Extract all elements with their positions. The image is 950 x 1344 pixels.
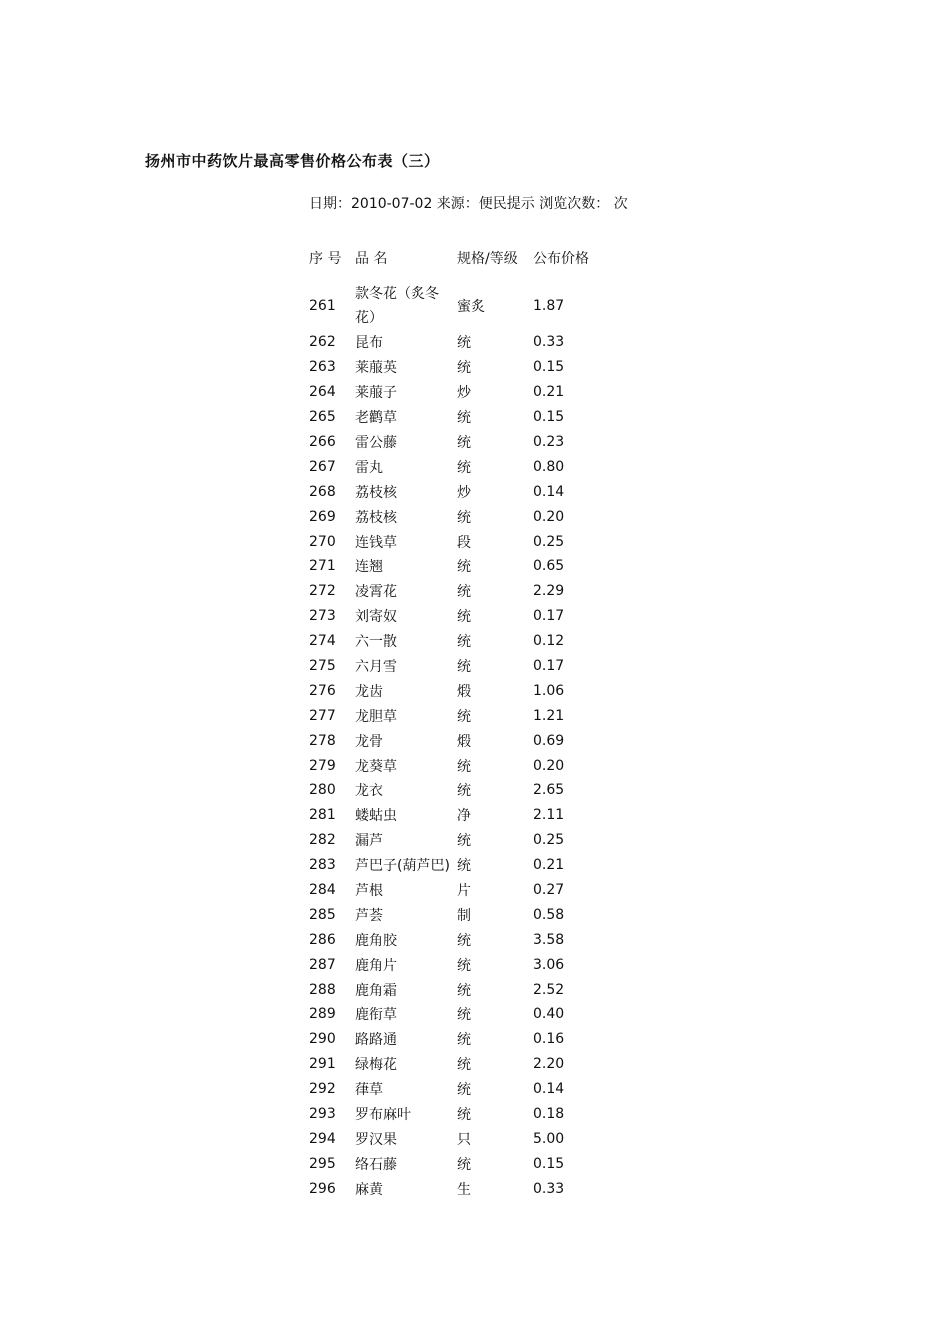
specification-cell: 煅 bbox=[457, 683, 471, 700]
serial-number-cell: 269 bbox=[309, 508, 336, 525]
price-cell: 1.06 bbox=[533, 682, 565, 699]
product-name-cell: 芦巴子(葫芦巴) bbox=[355, 858, 450, 875]
serial-number-cell: 287 bbox=[309, 956, 336, 973]
serial-number-cell: 274 bbox=[309, 633, 336, 650]
price-cell: 0.80 bbox=[533, 458, 565, 475]
specification-cell: 统 bbox=[457, 584, 471, 601]
specification-cell: 统 bbox=[457, 1032, 471, 1049]
product-name-cell: 鹿角霜 bbox=[355, 982, 397, 999]
product-name-cell: 昆布 bbox=[355, 335, 383, 352]
price-cell: 2.29 bbox=[533, 583, 565, 600]
table-row bbox=[306, 654, 616, 679]
serial-number-cell: 295 bbox=[309, 1155, 336, 1172]
product-name-cell: 鹿衔草 bbox=[355, 1007, 397, 1024]
table-row bbox=[306, 430, 616, 455]
product-name-cell: 六一散 bbox=[355, 634, 397, 651]
serial-number-cell: 283 bbox=[309, 857, 336, 874]
serial-number-cell: 263 bbox=[309, 359, 336, 376]
serial-number-cell: 270 bbox=[309, 533, 336, 550]
specification-cell: 统 bbox=[457, 459, 471, 476]
price-cell: 2.20 bbox=[533, 1056, 565, 1073]
serial-number-cell: 282 bbox=[309, 832, 336, 849]
specification-cell: 制 bbox=[457, 907, 471, 924]
price-cell: 0.33 bbox=[533, 334, 565, 351]
price-cell: 0.16 bbox=[533, 1031, 565, 1048]
specification-cell: 统 bbox=[457, 509, 471, 526]
product-name-cell: 罗汉果 bbox=[355, 1131, 397, 1148]
serial-number-cell: 278 bbox=[309, 732, 336, 749]
price-cell: 0.17 bbox=[533, 658, 565, 675]
table-row bbox=[306, 1052, 616, 1077]
price-cell: 2.11 bbox=[533, 807, 565, 824]
product-name-cell: 罗布麻叶 bbox=[355, 1107, 411, 1124]
price-cell: 0.40 bbox=[533, 1006, 565, 1023]
table-row bbox=[306, 1102, 616, 1127]
price-cell: 0.21 bbox=[533, 384, 565, 401]
price-cell: 0.14 bbox=[533, 1081, 565, 1098]
table-row bbox=[306, 927, 616, 952]
table-row bbox=[306, 1176, 616, 1201]
product-name-cell: 漏芦 bbox=[355, 833, 383, 850]
table-row bbox=[306, 878, 616, 903]
specification-cell: 生 bbox=[457, 1181, 471, 1198]
specification-cell: 统 bbox=[457, 932, 471, 949]
specification-cell: 只 bbox=[457, 1131, 471, 1148]
serial-number-cell: 266 bbox=[309, 434, 336, 450]
specification-cell: 统 bbox=[457, 982, 471, 999]
product-name-cell: 绿梅花 bbox=[355, 1057, 397, 1074]
price-cell: 1.21 bbox=[533, 707, 565, 724]
product-name-cell: 鹿角胶 bbox=[355, 932, 397, 949]
table-row bbox=[306, 504, 616, 529]
product-name-cell: 龙葵草 bbox=[355, 758, 397, 775]
table-row bbox=[306, 803, 616, 828]
price-cell: 3.58 bbox=[533, 931, 565, 948]
serial-number-cell: 290 bbox=[309, 1031, 336, 1048]
specification-cell: 统 bbox=[457, 335, 471, 352]
specification-cell: 段 bbox=[457, 534, 471, 551]
product-name-cell: 莱菔英 bbox=[355, 360, 397, 377]
price-cell: 0.58 bbox=[533, 906, 565, 923]
header-serial-number: 序 号 bbox=[309, 251, 342, 267]
specification-cell: 统 bbox=[457, 758, 471, 775]
serial-number-cell: 265 bbox=[309, 409, 336, 426]
header-product-name: 品 名 bbox=[355, 251, 388, 267]
table-row bbox=[306, 604, 616, 629]
serial-number-cell: 280 bbox=[309, 782, 336, 799]
specification-cell: 炒 bbox=[457, 385, 471, 402]
table-row bbox=[306, 454, 616, 479]
specification-cell: 统 bbox=[457, 1007, 471, 1024]
table-row bbox=[306, 405, 616, 430]
serial-number-cell: 275 bbox=[309, 658, 336, 675]
serial-number-cell: 277 bbox=[309, 707, 336, 724]
serial-number-cell: 288 bbox=[309, 981, 336, 998]
product-name-cell: 龙骨 bbox=[355, 733, 383, 750]
price-cell: 0.69 bbox=[533, 732, 565, 749]
table-row bbox=[306, 977, 616, 1002]
table-row bbox=[306, 629, 616, 654]
serial-number-cell: 286 bbox=[309, 931, 336, 948]
serial-number-cell: 289 bbox=[309, 1006, 336, 1023]
table-row bbox=[306, 479, 616, 504]
table-row bbox=[306, 282, 616, 330]
specification-cell: 统 bbox=[457, 1107, 471, 1124]
price-cell: 0.14 bbox=[533, 483, 565, 500]
table-row bbox=[306, 952, 616, 977]
table-row bbox=[306, 828, 616, 853]
table-row bbox=[306, 753, 616, 778]
product-name-cell: 龙齿 bbox=[355, 683, 383, 700]
table-row bbox=[306, 703, 616, 728]
serial-number-cell: 261 bbox=[309, 298, 336, 314]
specification-cell: 片 bbox=[457, 883, 471, 900]
specification-cell: 统 bbox=[457, 783, 471, 800]
product-name-cell: 芦根 bbox=[355, 883, 383, 900]
price-cell: 0.15 bbox=[533, 409, 565, 426]
article-meta: 日期：2010-07-02 来源：便民提示 浏览次数： 次 bbox=[309, 196, 628, 212]
specification-cell: 统 bbox=[457, 957, 471, 974]
product-name-cell: 荔枝核 bbox=[355, 484, 397, 501]
product-name-cell: 葎草 bbox=[355, 1082, 383, 1099]
serial-number-cell: 271 bbox=[309, 558, 336, 575]
price-cell: 1.87 bbox=[533, 298, 565, 314]
specification-cell: 统 bbox=[457, 410, 471, 427]
specification-cell: 蜜炙 bbox=[457, 299, 485, 315]
product-name-cell: 雷丸 bbox=[355, 459, 383, 476]
product-name-cell: 龙衣 bbox=[355, 783, 383, 800]
price-cell: 0.18 bbox=[533, 1106, 565, 1123]
specification-cell: 统 bbox=[457, 1082, 471, 1099]
product-name-cell: 雷公藤 bbox=[355, 435, 397, 451]
table-row bbox=[306, 1077, 616, 1102]
specification-cell: 统 bbox=[457, 833, 471, 850]
price-cell: 0.20 bbox=[533, 757, 565, 774]
product-name-cell: 络石藤 bbox=[355, 1156, 397, 1173]
price-cell: 0.17 bbox=[533, 608, 565, 625]
price-cell: 0.15 bbox=[533, 1155, 565, 1172]
specification-cell: 统 bbox=[457, 1156, 471, 1173]
price-cell: 2.52 bbox=[533, 981, 565, 998]
table-row bbox=[306, 902, 616, 927]
price-cell: 0.27 bbox=[533, 882, 565, 899]
table-row bbox=[306, 330, 616, 355]
table-row bbox=[306, 1151, 616, 1176]
specification-cell: 统 bbox=[457, 559, 471, 576]
price-cell: 2.65 bbox=[533, 782, 565, 799]
table-header-row bbox=[306, 244, 616, 282]
price-cell: 0.12 bbox=[533, 633, 565, 650]
product-name-cell: 莱菔子 bbox=[355, 385, 397, 402]
product-name-cell: 麻黄 bbox=[355, 1181, 383, 1198]
product-name-cell: 龙胆草 bbox=[355, 708, 397, 725]
price-cell: 0.21 bbox=[533, 857, 565, 874]
price-cell: 5.00 bbox=[533, 1130, 565, 1147]
specification-cell: 统 bbox=[457, 659, 471, 676]
table-row bbox=[306, 579, 616, 604]
table-row bbox=[306, 529, 616, 554]
product-name-cell: 六月雪 bbox=[355, 659, 397, 676]
table-row bbox=[306, 853, 616, 878]
specification-cell: 统 bbox=[457, 609, 471, 626]
product-name-cell: 凌霄花 bbox=[355, 584, 397, 601]
table-row bbox=[306, 380, 616, 405]
table-row bbox=[306, 728, 616, 753]
price-cell: 3.06 bbox=[533, 956, 565, 973]
product-name-cell: 芦荟 bbox=[355, 907, 383, 924]
serial-number-cell: 293 bbox=[309, 1106, 336, 1123]
table-row bbox=[306, 678, 616, 703]
product-name-cell: 老鹳草 bbox=[355, 410, 397, 427]
table-body bbox=[306, 282, 616, 1201]
header-specification: 规格/等级 bbox=[457, 251, 518, 267]
specification-cell: 统 bbox=[457, 708, 471, 725]
serial-number-cell: 292 bbox=[309, 1081, 336, 1098]
price-cell: 0.15 bbox=[533, 359, 565, 376]
table-row bbox=[306, 1027, 616, 1052]
serial-number-cell: 273 bbox=[309, 608, 336, 625]
product-name-cell: 荔枝核 bbox=[355, 509, 397, 526]
header-published-price: 公布价格 bbox=[533, 251, 589, 267]
price-cell: 0.65 bbox=[533, 558, 565, 575]
serial-number-cell: 267 bbox=[309, 458, 336, 475]
serial-number-cell: 285 bbox=[309, 906, 336, 923]
product-name-cell: 路路通 bbox=[355, 1032, 397, 1049]
serial-number-cell: 291 bbox=[309, 1056, 336, 1073]
price-cell: 0.33 bbox=[533, 1180, 565, 1197]
product-name-cell: 款冬花（炙冬花） bbox=[355, 286, 439, 326]
table-row bbox=[306, 1002, 616, 1027]
serial-number-cell: 268 bbox=[309, 483, 336, 500]
specification-cell: 煅 bbox=[457, 733, 471, 750]
specification-cell: 净 bbox=[457, 808, 471, 825]
serial-number-cell: 281 bbox=[309, 807, 336, 824]
price-cell: 0.23 bbox=[533, 434, 565, 450]
product-name-cell: 蝼蛄虫 bbox=[355, 808, 397, 825]
serial-number-cell: 296 bbox=[309, 1180, 336, 1197]
page-title: 扬州市中药饮片最高零售价格公布表（三） bbox=[145, 152, 440, 170]
price-cell: 0.25 bbox=[533, 533, 565, 550]
serial-number-cell: 294 bbox=[309, 1130, 336, 1147]
price-cell: 0.25 bbox=[533, 832, 565, 849]
serial-number-cell: 262 bbox=[309, 334, 336, 351]
table-row bbox=[306, 355, 616, 380]
specification-cell: 统 bbox=[457, 360, 471, 377]
table-row bbox=[306, 1127, 616, 1152]
serial-number-cell: 272 bbox=[309, 583, 336, 600]
specification-cell: 炒 bbox=[457, 484, 471, 501]
price-table bbox=[306, 244, 616, 1201]
serial-number-cell: 276 bbox=[309, 682, 336, 699]
product-name-cell: 连翘 bbox=[355, 559, 383, 576]
table-row bbox=[306, 554, 616, 579]
specification-cell: 统 bbox=[457, 435, 471, 451]
serial-number-cell: 264 bbox=[309, 384, 336, 401]
serial-number-cell: 279 bbox=[309, 757, 336, 774]
product-name-cell: 刘寄奴 bbox=[355, 609, 397, 626]
product-name-cell: 鹿角片 bbox=[355, 957, 397, 974]
price-cell: 0.20 bbox=[533, 508, 565, 525]
specification-cell: 统 bbox=[457, 634, 471, 651]
serial-number-cell: 284 bbox=[309, 882, 336, 899]
specification-cell: 统 bbox=[457, 858, 471, 875]
product-name-cell: 连钱草 bbox=[355, 534, 397, 551]
specification-cell: 统 bbox=[457, 1057, 471, 1074]
table-row bbox=[306, 778, 616, 803]
